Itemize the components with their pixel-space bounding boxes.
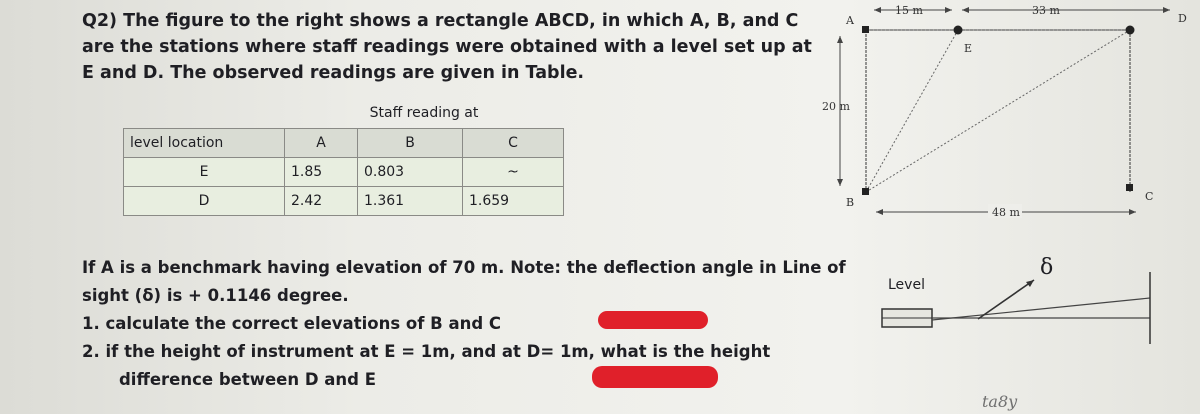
- table-cell: 1.361: [358, 187, 463, 216]
- point-e-label: E: [964, 42, 973, 55]
- station-a-marker: [862, 26, 869, 33]
- question-line: Q2) The figure to the right shows a rectangle ABCD, in which A, B, and C: [82, 11, 799, 31]
- dim-33-label: 33 m: [1032, 4, 1060, 17]
- note-line: sight (δ) is + 0.1146 degree.: [82, 286, 349, 305]
- question-line: are the stations where staff readings were obtained with a level set up at: [82, 37, 812, 57]
- note-line: If A is a benchmark having elevation of 70 m. Note: the deflection angle in Line of: [82, 258, 846, 277]
- task-item: 2. if the height of instrument at E = 1m, and at D= 1m, what is the height: [82, 342, 771, 361]
- column-header: A: [285, 129, 358, 158]
- column-header: C: [463, 129, 564, 158]
- table-cell: 1.85: [285, 158, 358, 187]
- station-e-marker: [954, 26, 963, 35]
- table-cell: D: [124, 187, 285, 216]
- point-a-label: A: [846, 14, 854, 27]
- dim-20-label: 20 m: [822, 100, 850, 113]
- table-span-header: Staff reading at: [369, 105, 479, 121]
- table-cell: ~: [463, 158, 564, 187]
- station-b-marker: [862, 188, 869, 195]
- table-cell: 0.803: [358, 158, 463, 187]
- point-c-label: C: [1145, 190, 1154, 203]
- question-line: E and D. The observed readings are given in Table.: [82, 63, 585, 83]
- dim-15-label: 15 m: [895, 4, 923, 17]
- task-item-continued: difference between D and E: [119, 370, 376, 389]
- table-cell: 2.42: [285, 187, 358, 216]
- column-header: B: [358, 129, 463, 158]
- table-cell: E: [124, 158, 285, 187]
- table-cell: 1.659: [463, 187, 564, 216]
- point-b-label: B: [846, 196, 855, 209]
- dim-48-label: 48 m: [992, 206, 1020, 219]
- task-item: 1. calculate the correct elevations of B and C: [82, 314, 502, 333]
- delta-symbol: δ: [1040, 255, 1054, 280]
- level-label: Level: [888, 277, 925, 293]
- handwritten-scribble: ta8y: [982, 392, 1018, 411]
- column-header: level location: [124, 129, 285, 158]
- station-d-marker: [1126, 26, 1135, 35]
- station-c-marker: [1126, 184, 1133, 191]
- point-d-label: D: [1178, 12, 1187, 25]
